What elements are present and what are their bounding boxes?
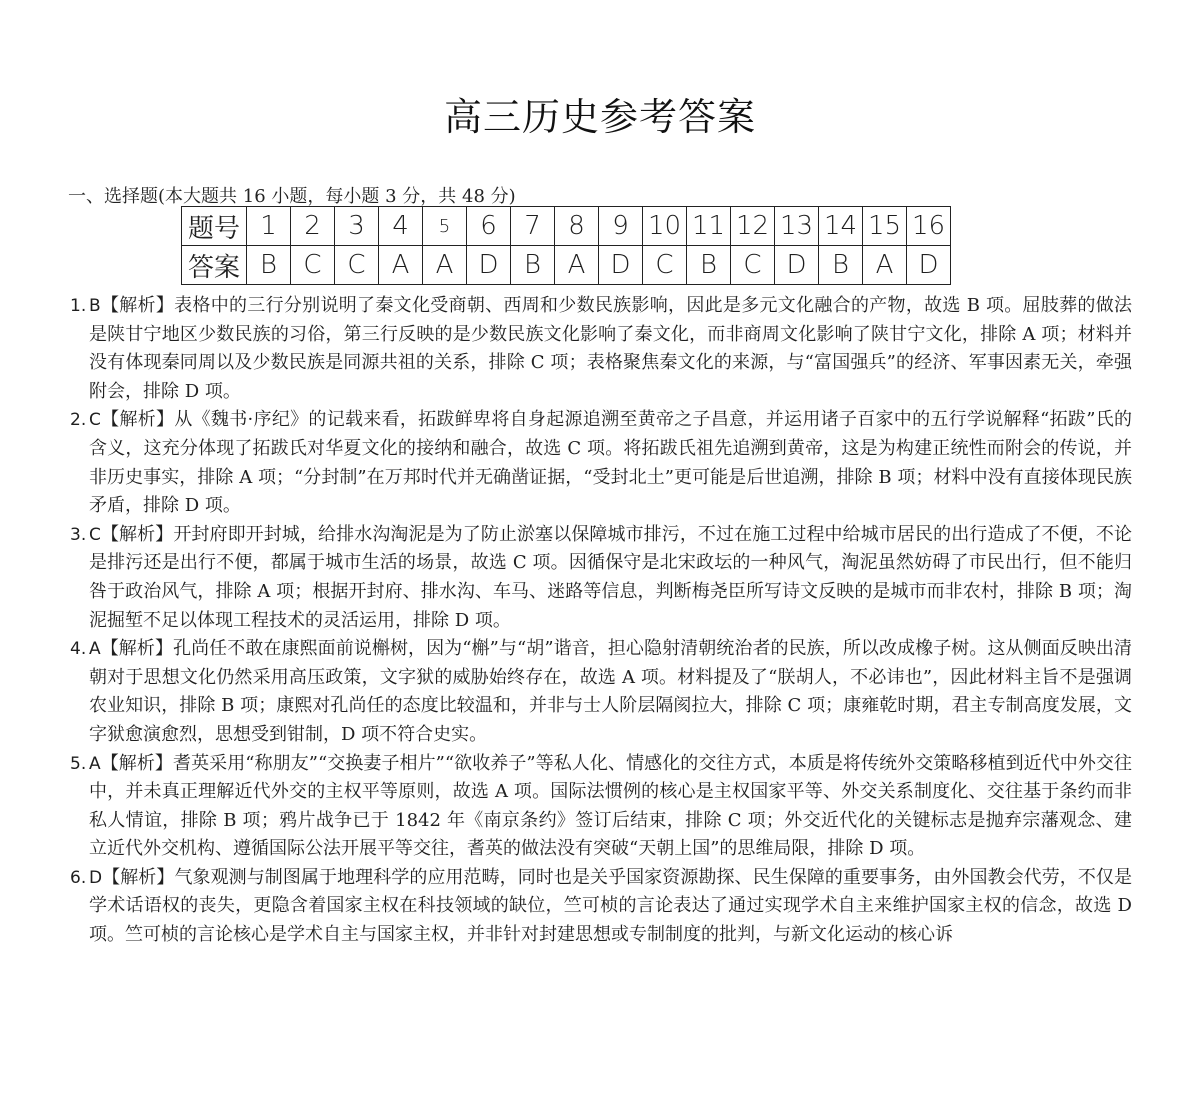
explanation-number: 5. — [70, 753, 87, 774]
explanation-item — [70, 406, 1132, 520]
explanation-tag: 【解析】 — [102, 866, 175, 888]
explanation-tag: 【解析】 — [100, 523, 174, 545]
answer-cell: D — [599, 246, 643, 285]
explanation-tag: 【解析】 — [100, 638, 174, 660]
table-row-numbers — [182, 207, 951, 246]
question-number-cell: 5 — [423, 207, 467, 246]
table-answer-label: 答案 — [182, 246, 247, 285]
question-number-cell: 8 — [555, 207, 599, 246]
question-number-cell: 11 — [687, 207, 731, 246]
answer-cell: D — [467, 246, 511, 285]
question-number-cell: 15 — [863, 207, 907, 246]
page-title: 高三历史参考答案 — [443, 95, 756, 139]
answer-cell: D — [775, 246, 819, 285]
table-header-label: 题号 — [182, 207, 247, 246]
explanation-tag: 【解析】 — [100, 409, 175, 431]
section-heading: 一、选择题(本大题共 16 小题，每小题 3 分，共 48 分) — [68, 186, 516, 207]
explanation-answer: C — [89, 410, 101, 431]
explanation-answer: D — [89, 867, 103, 888]
question-number-cell: 4 — [379, 207, 423, 246]
explanation-text: 表格中的三行分别说明了秦文化受商朝、西周和少数民族影响，因此是多元文化融合的产物，故选 B 项。屈肢葬的做法是陕甘宁地区少数民族的习俗，第三行反映的是少数民族文化影响了秦文化，而非商周文化影响了陕甘宁文化，排除 A 项；材料并没有体现秦同周以及少数民族是同源共祖的关系，排除 C 项；表格聚焦秦文化的来源，与“富国强兵”的经济、军事因素无关，牵强附会，排除 D 项。 — [89, 295, 1133, 402]
question-number-cell: 6 — [467, 207, 511, 246]
explanation-number: 3. — [70, 524, 87, 545]
answer-cell: B — [687, 246, 731, 285]
explanation-text: 耆英采用“称朋友”“交换妻子相片”“欲收养子”等私人化、情感化的交往方式，本质是将传统外交策略移植到近代中外交往中，并未真正理解近代外交的主权平等原则，故选 A 项。国际法惯例的核心是主权国家平等、外交关系制度化、交往基于条约而非私人情谊，排除 B 项；鸦片战争已于 1842 年《南京条约》签订后结束，排除 C 项；外交近代化的关键标志是抛弃宗藩观念、建立近代外交机构、遵循国际公法开展平等交往，耆英的做法没有突破“天朝上国”的思维局限，排除 D 项。 — [89, 752, 1132, 860]
question-number-cell: 13 — [775, 207, 819, 246]
question-number-cell: 12 — [731, 207, 775, 246]
question-number-cell: 9 — [599, 207, 643, 246]
answer-cell: A — [863, 246, 907, 285]
question-number-cell: 14 — [819, 207, 863, 246]
explanation-answer: A — [89, 639, 101, 660]
explanation-item — [70, 864, 1132, 950]
answer-cell: A — [555, 246, 599, 285]
answer-cell: D — [907, 246, 951, 285]
answer-cell: C — [731, 246, 775, 285]
question-number-cell: 1 — [247, 207, 291, 246]
explanation-text: 孔尚任不敢在康熙面前说槲树，因为“槲”与“胡”谐音，担心隐射清朝统治者的民族，所以改成橡子树。这从侧面反映出清朝对于思想文化仍然采用高压政策，文字狱的威胁始终存在，故选 A 项。材料提及了“朕胡人，不必讳也”，因此材料主旨不是强调农业知识，排除 B 项；康熙对孔尚任的态度比较温和，并非与士人阶层隔阂拉大，排除 C 项；康雍乾时期，君主专制高度发展，文字狱愈演愈烈，思想受到钳制，D 项不符合史实。 — [89, 638, 1132, 745]
question-number-cell: 3 — [335, 207, 379, 246]
explanation-list — [70, 292, 1132, 950]
explanation-tag: 【解析】 — [100, 752, 173, 774]
explanation-number: 6. — [70, 867, 87, 888]
explanation-answer: C — [89, 524, 101, 545]
explanation-item — [70, 521, 1132, 635]
answer-cell: C — [291, 246, 335, 285]
answer-table — [181, 206, 951, 285]
question-number-cell: 10 — [643, 207, 687, 246]
table-row-answers — [182, 246, 951, 285]
answer-cell: A — [379, 246, 423, 285]
answer-cell: C — [335, 246, 379, 285]
question-number-cell: 7 — [511, 207, 555, 246]
explanation-number: 1. — [70, 296, 87, 316]
answer-cell: B — [819, 246, 863, 285]
explanation-number: 2. — [70, 410, 87, 431]
answer-cell: B — [247, 246, 291, 285]
answer-cell: B — [511, 246, 555, 285]
answer-cell: A — [423, 246, 467, 285]
explanation-text: 开封府即开封城，给排水沟淘泥是为了防止淤塞以保障城市排污，不过在施工过程中给城市居民的出行造成了不便，不论是排污还是出行不便，都属于城市生活的场景，故选 C 项。因循保守是北宋政坛的一种风气，淘泥虽然妨碍了市民出行，但不能归咎于政治风气，排除 A 项；根据开封府、排水沟、车马、迷路等信息，判断梅尧臣所写诗文反映的是城市而非农村，排除 B 项；淘泥掘堑不足以体现工程技术的灵活运用，排除 D 项。 — [89, 523, 1132, 631]
explanation-answer: B — [89, 296, 101, 316]
explanation-text: 从《魏书·序纪》的记载来看，拓跋鲜卑将自身起源追溯至黄帝之子昌意，并运用诸子百家中的五行学说解释“拓跋”氏的含义，这充分体现了拓跋氏对华夏文化的接纳和融合，故选 C 项。将拓跋氏祖先追溯到黄帝，这是为构建正统性而附会的传说，并非历史事实，排除 A 项；“分封制”在万邦时代并无确凿证据，“受封北土”更可能是后世追溯，排除 B 项；材料中没有直接体现民族矛盾，排除 D 项。 — [89, 409, 1132, 517]
explanation-number: 4. — [70, 639, 87, 660]
explanation-item — [70, 750, 1132, 864]
explanation-answer: A — [89, 753, 101, 774]
explanation-item — [70, 292, 1132, 406]
question-number-cell: 16 — [907, 207, 951, 246]
question-number-cell: 2 — [291, 207, 335, 246]
explanation-text: 气象观测与制图属于地理科学的应用范畴，同时也是关乎国家资源勘探、民生保障的重要事务，由外国教会代劳，不仅是学术话语权的丧失，更隐含着国家主权在科技领域的缺位，竺可桢的言论表达了通过实现学术自主来维护国家主权的信念，故选 D 项。竺可桢的言论核心是学术自主与国家主权，并非针对封建思想或专制制度的批判，与新文化运动的核心诉 — [89, 866, 1132, 946]
answer-cell: C — [643, 246, 687, 285]
explanation-item — [70, 635, 1132, 749]
explanation-tag: 【解析】 — [100, 295, 175, 316]
